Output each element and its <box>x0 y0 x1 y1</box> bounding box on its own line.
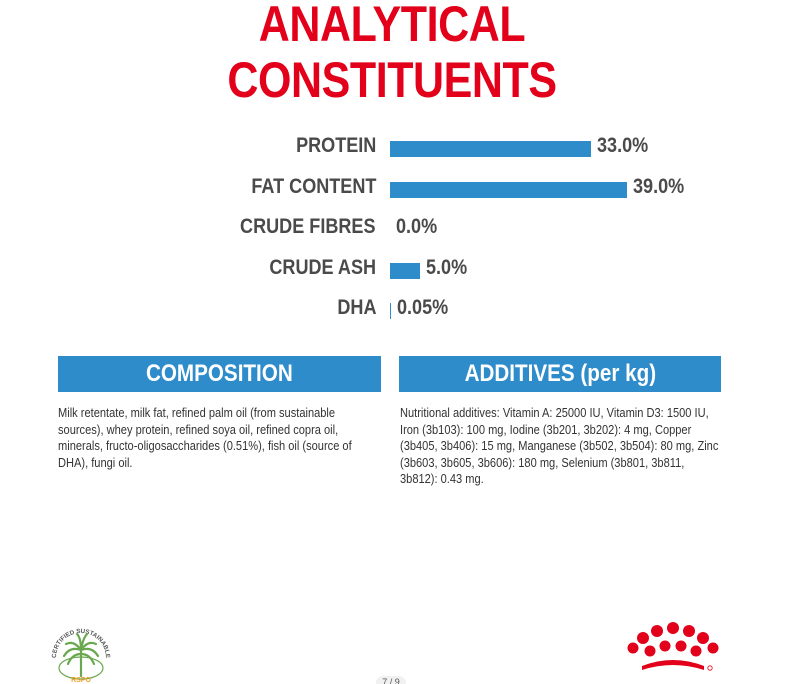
chart-category-label: PROTEIN <box>295 134 376 157</box>
chart-value-label: 0.05% <box>397 296 449 319</box>
chart-row <box>0 213 800 243</box>
chart-value-label: 5.0% <box>426 255 468 279</box>
chart-row <box>0 173 800 203</box>
page-indicator: 7 / 9 <box>376 676 406 684</box>
rspo-short-text: RSPO <box>71 677 91 684</box>
royal-canin-crown-logo <box>624 620 722 678</box>
chart-bar <box>390 263 420 279</box>
chart-row <box>0 132 800 162</box>
page-title <box>55 0 729 108</box>
additives-header: ADDITIVES (per kg) <box>399 356 721 392</box>
chart-bar <box>390 141 591 157</box>
composition-text: Milk retentate, milk fat, refined palm oil (from sustainable sources), whey protein, refined soya oil, refined copra oil, minerals, fructo-oligosaccharides (0.51%), fish oil (source of DHA), fungi oil. <box>58 405 352 470</box>
rspo-arc-text: CERTIFIED SUSTAINABLE <box>50 627 112 659</box>
chart-bar <box>390 182 627 198</box>
chart-value-label: 33.0% <box>596 134 648 157</box>
rspo-logo <box>48 620 114 684</box>
chart-category-label: FAT CONTENT <box>250 174 376 198</box>
analytical-constituents-chart <box>0 132 800 332</box>
title-line-1: ANALYTICAL <box>258 0 526 52</box>
composition-header: COMPOSITION <box>58 356 381 392</box>
chart-bar <box>390 303 391 319</box>
chart-row <box>0 254 800 284</box>
chart-row <box>0 294 800 324</box>
chart-value-label: 39.0% <box>633 174 685 198</box>
chart-category-label: CRUDE ASH <box>269 255 376 279</box>
additives-text: Nutritional additives: Vitamin A: 25000 IU, Vitamin D3: 1500 IU, Iron (3b103): 100 mg, Iodine (3b201, 3b202): 4 mg, Copper (3b405, 3b406): 15 mg, Manganese (3b502, 3b504): 80 mg, Zinc (3b603, 3b605, 3b606): 180 mg, Selenium (3b801, 3b811, 3b812): 0.43 mg. <box>400 405 719 486</box>
title-line-2: CONSTITUENTS <box>227 52 557 108</box>
chart-value-label: 0.0% <box>396 215 438 238</box>
chart-category-label: CRUDE FIBRES <box>240 215 376 238</box>
chart-category-label: DHA <box>336 296 376 319</box>
